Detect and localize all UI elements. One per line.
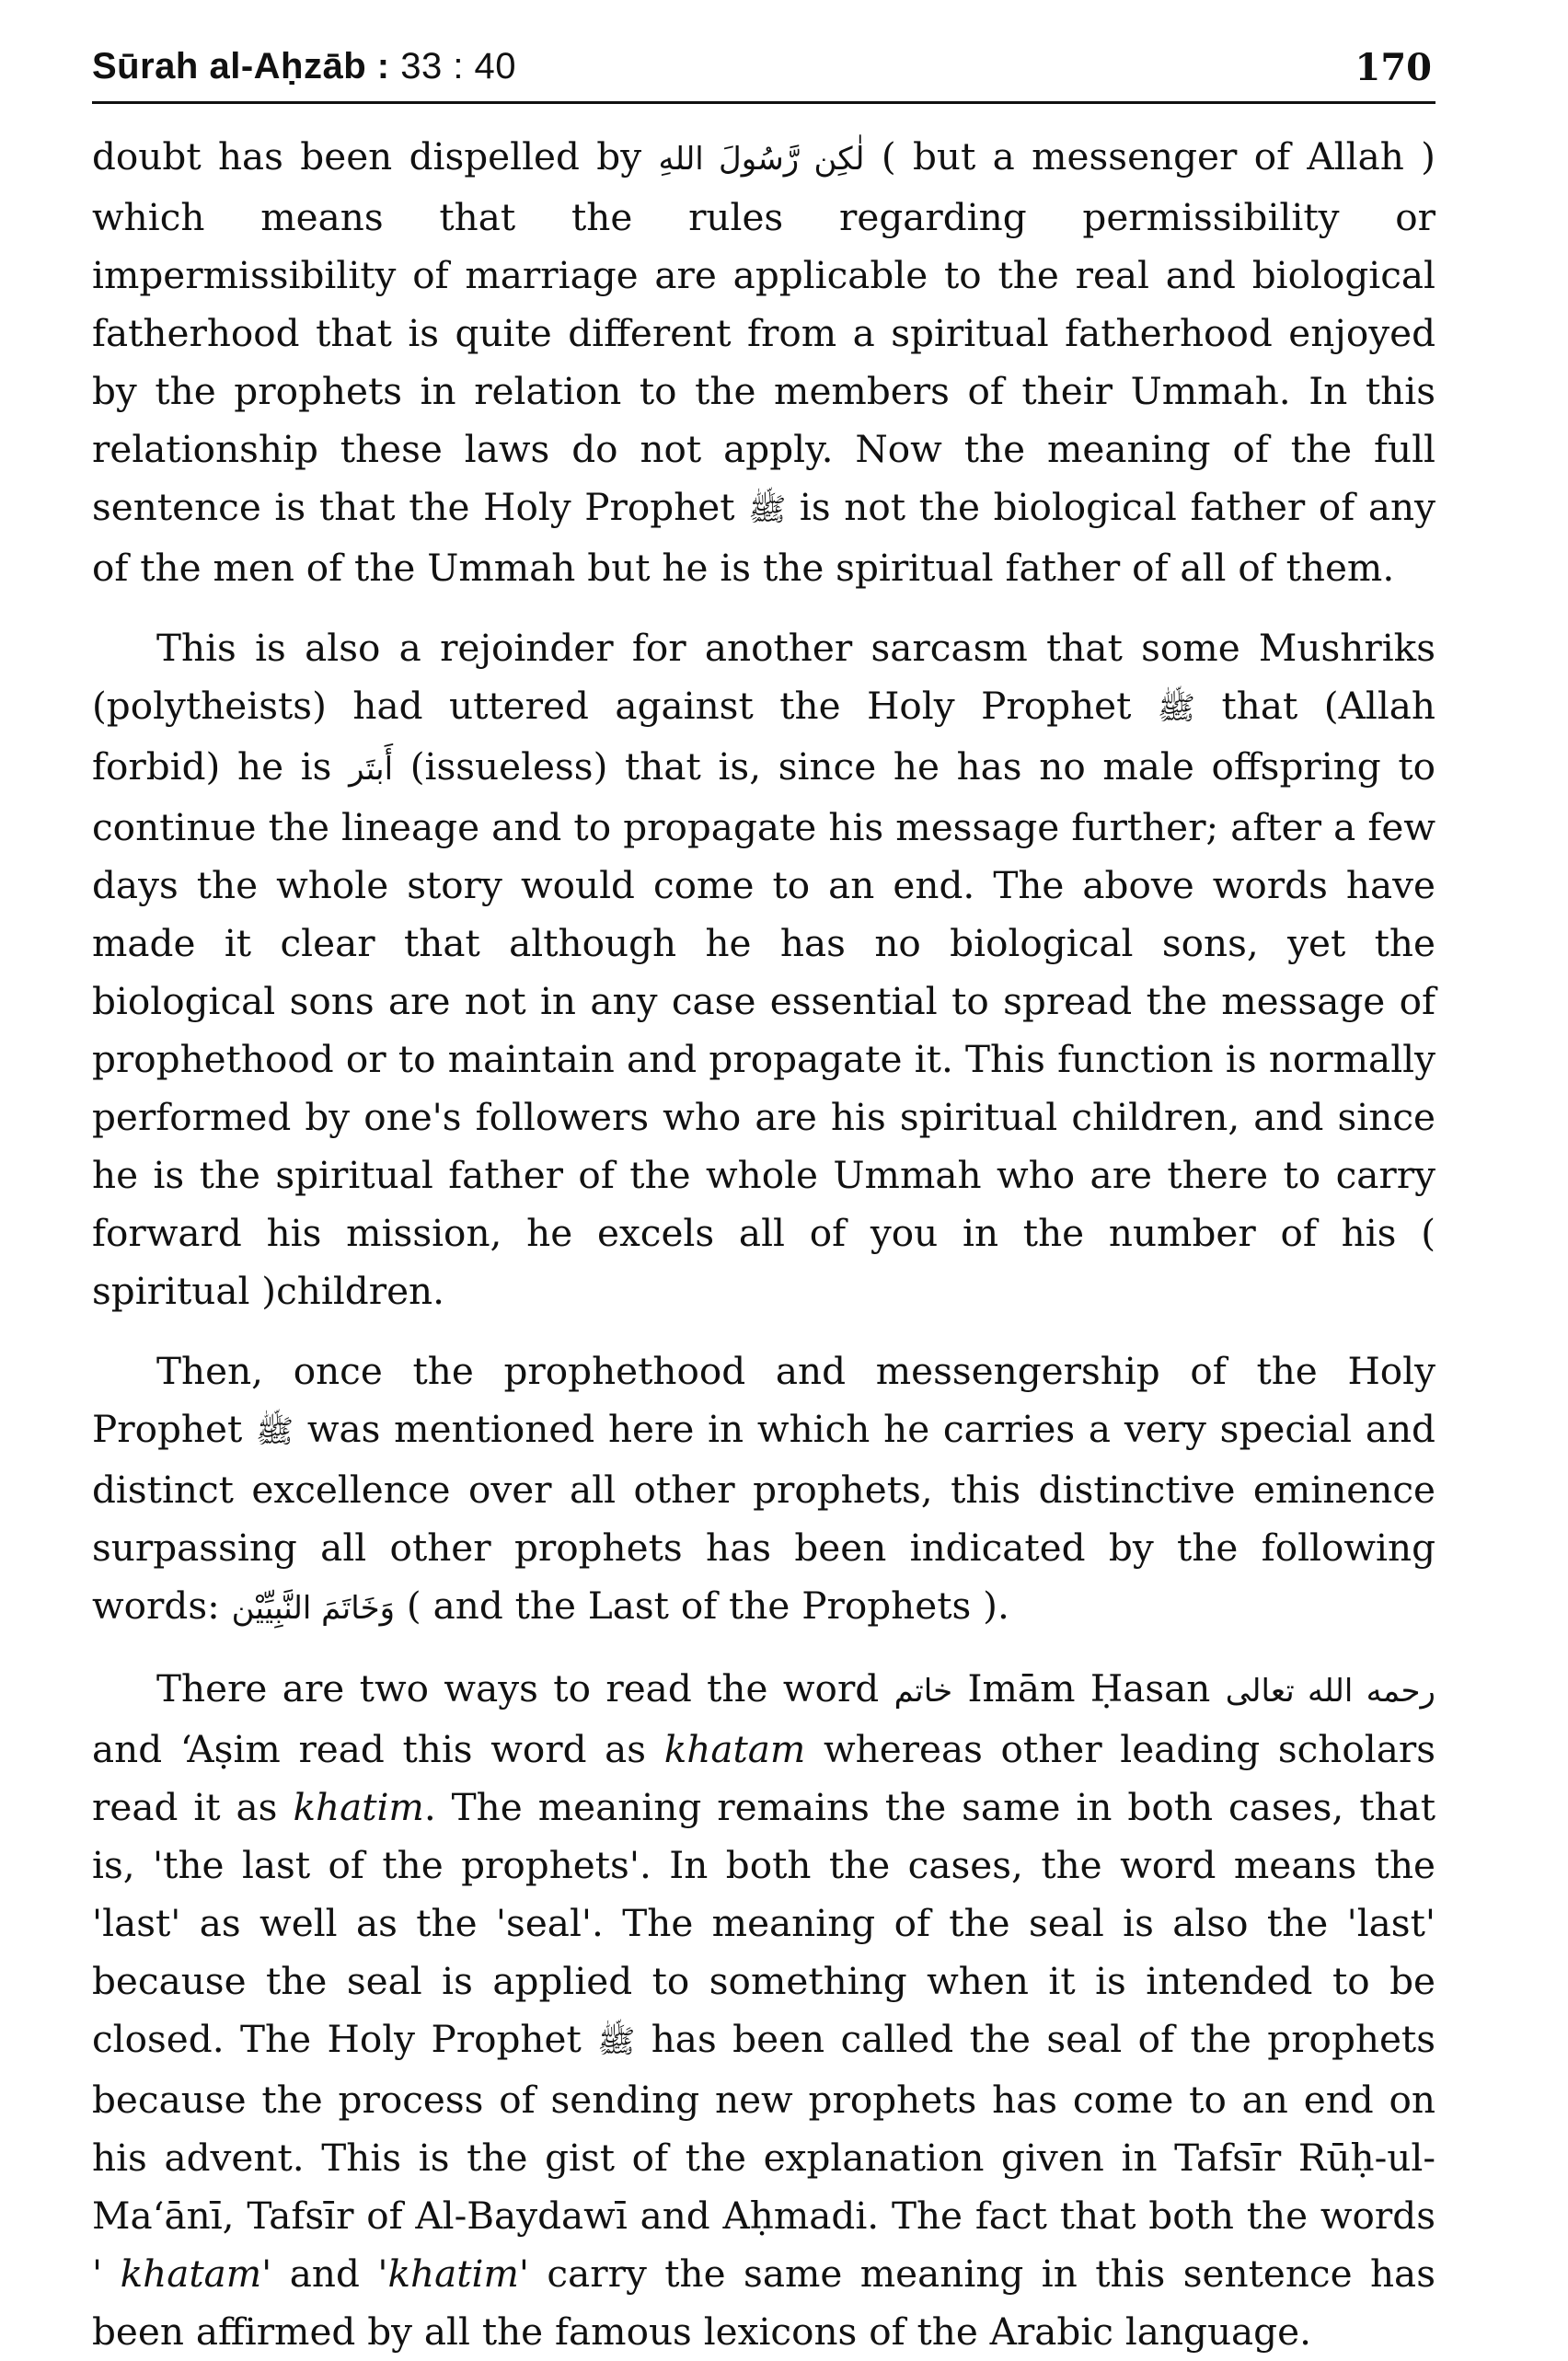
- text-run: This is also a rejoinder for another sarcasm that some Mushriks (polytheists) had uttered against the Holy Prophet: [92, 626, 1435, 728]
- arabic-word: خاتم: [894, 1673, 953, 1710]
- text-run: is not the biological father of any of the men of the Ummah but he is the spiritual father of all of them.: [92, 485, 1435, 590]
- paragraph-4: [92, 1660, 1435, 2361]
- text-run: Then, once the prophethood and messengership of the Holy Prophet: [92, 1349, 1435, 1451]
- paragraph-2: [92, 619, 1435, 1320]
- arabic-phrase: رحمه الله تعالى: [1225, 1673, 1435, 1710]
- arabic-word: أَبتَر: [349, 751, 394, 788]
- text-run: ( but a messenger of Allah ) which means that the rules regarding permissibility or impermissibility of marriage are applicable to the real and biological fatherhood that is quite different from a spiritual fatherhood enjoyed by the prophets in relation to the members of their Ummah. In this relationship these laws do not apply. Now the meaning of the full sentence is that the Holy Prophet: [92, 134, 1435, 529]
- arabic-phrase: وَخَاتَمَ النَّبِيِّيْن: [231, 1590, 396, 1627]
- text-run: was mentioned here in which he carries a very special and distinct excellence over all other prophets, this distinctive eminence surpassing all other prophets has been indicated by the following words:: [92, 1407, 1435, 1628]
- text-run: that (Allah forbid) he is: [92, 684, 1435, 789]
- text-run: whereas other leading scholars read it as: [92, 1727, 1436, 1829]
- text-run: has been called the seal of the prophets because the process of sending new prophets has come to an end on his advent. This is the gist of the explanation given in Tafsīr Rūḥ-ul-Ma‘ānī, Tafsīr of Al-Baydawī and Aḥmadi. The fact that both the words ': [92, 2017, 1435, 2296]
- text-run: carry the same meaning in this sentence has been affirmed by all the famous lexicons of the Arabic language.: [92, 2252, 1435, 2354]
- page-number: 170: [1355, 46, 1432, 89]
- running-header: [92, 37, 1435, 104]
- salutation-glyph: ﷺ: [256, 1413, 294, 1450]
- text-run: . The meaning remains the same in both cases, that is, 'the last of the prophets'. In both the cases, the word means the 'last' as well as the 'seal'. The meaning of the seal is also the 'last' because the seal is applied to something when it is intended to be closed. The Holy Prophet: [92, 1785, 1435, 2061]
- paragraph-3: [92, 1342, 1435, 1638]
- transliteration: khatam: [120, 2252, 262, 2296]
- arabic-phrase: لٰكِن رَّسُولَ اللهِ: [658, 141, 865, 178]
- transliteration: khatim: [293, 1785, 424, 1829]
- text-run: and ‘Aṣim read this word as: [92, 1727, 664, 1771]
- salutation-glyph: ﷺ: [597, 2023, 636, 2060]
- salutation-glyph: ﷺ: [1157, 690, 1195, 727]
- text-run: Imām Ḥasan: [952, 1666, 1226, 1710]
- text-run: ' and: [261, 2252, 378, 2296]
- transliteration: 'khatim': [377, 2252, 529, 2296]
- book-page: [92, 37, 1435, 2361]
- salutation-glyph: ﷺ: [748, 491, 787, 528]
- transliteration: khatam: [663, 1727, 806, 1771]
- verse-reference: 33 : 40: [400, 46, 517, 86]
- text-run: (issueless) that is, since he has no male offspring to continue the lineage and to propagate his message further; after a few days the whole story would come to an end. The above words have made it clear that although he has no biological sons, yet the biological sons are not in any case essential to spread the message of prophethood or to maintain and propagate it. This function is normally performed by one's followers who are his spiritual children, and since he is the spiritual father of the whole Ummah who are there to carry forward his mission, he excels all of you in the number of his ( spiritual )children.: [92, 744, 1436, 1313]
- page-body: [92, 128, 1435, 2361]
- text-run: ( and the Last of the Prophets ).: [395, 1584, 1009, 1628]
- surah-name: Sūrah al-Aḥzāb :: [92, 46, 390, 86]
- chapter-title: [92, 46, 516, 87]
- text-run: There are two ways to read the word: [156, 1666, 894, 1710]
- paragraph-1: [92, 128, 1435, 597]
- text-run: doubt has been dispelled by: [92, 134, 659, 179]
